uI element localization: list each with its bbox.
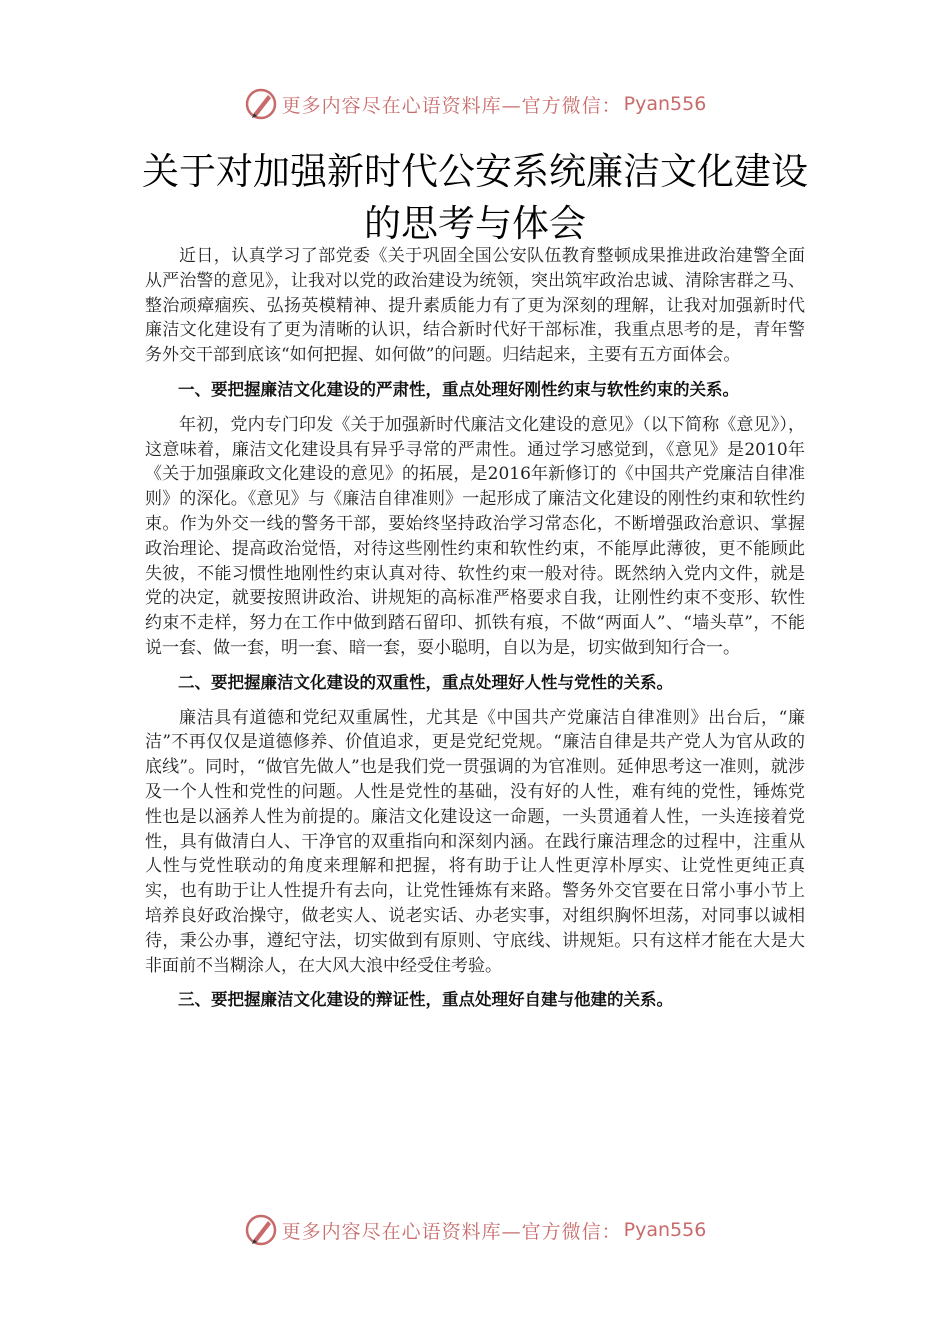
title-line-2: 的思考与体会 — [364, 202, 586, 245]
pen-logo-icon — [244, 1213, 278, 1247]
banner-text: 更多内容尽在心语资料库—官方微信： — [281, 1220, 622, 1243]
section-heading-1: 一、要把握廉洁文化建设的严肃性，重点处理好刚性约束与软性约束的关系。 — [178, 379, 739, 399]
header-banner — [0, 84, 950, 124]
section-paragraph-1: 年初，党内专门印发《关于加强新时代廉洁文化建设的意见》（以下简称《意见》），这意味着，廉洁文化建设具有异乎寻常的严肃性。通过学习感觉到，《意见》是2010年《关于加强廉政文化建设的意见》的拓展，是2016年新修订的《中国共产党廉洁自律准则》的深化。《意见》与《廉洁自律准则》一起形成了廉洁文化建设的刚性约束和软性约束。作为外交一线的警务干部，要始终坚持政治学习常态化，不断增强政治意识、掌握政治理论、提高政治觉悟，对待这些刚性约束和软性约束，不能厚此薄彼，更不能顾此失彼，不能习惯性地刚性约束认真对待、软性约束一般对待。既然纳入党内文件，就是党的决定，就要按照讲政治、讲规矩的高标准严格要求自我，让刚性约束不变形、软性约束不走样，努力在工作中做到踏石留印、抓铁有痕，不做“两面人”、“墙头草”，不能说一套、做一套，明一套、暗一套，耍小聪明，自以为是，切实做到知行合一。 — [145, 414, 805, 658]
title-line-1: 关于对加强新时代公安系统廉洁文化建设 — [142, 150, 808, 193]
banner-text: 更多内容尽在心语资料库—官方微信： — [281, 94, 622, 117]
section-heading-3: 三、要把握廉洁文化建设的辩证性，重点处理好自建与他建的关系。 — [178, 990, 673, 1010]
footer-banner — [0, 1210, 950, 1250]
intro-paragraph: 近日，认真学习了部党委《关于巩固全国公安队伍教育整顿成果推进政治建警全面从严治警的意见》，让我对以党的政治建设为统领，突出筑牢政治忠诚、清除害群之马、整治顽瘴痼疾、弘扬英模精神、提升素质能力有了更为深刻的理解，让我对加强新时代廉洁文化建设有了更为清晰的认识，结合新时代好干部标准，我重点思考的是，青年警务外交干部到底该“如何把握、如何做”的问题。归结起来，主要有五方面体会。 — [145, 246, 805, 366]
section-paragraph-2: 廉洁具有道德和党纪双重属性，尤其是《中国共产党廉洁自律准则》出台后，“廉洁”不再仅仅是道德修养、价值追求，更是党纪党规。“廉洁自律是共产党人为官从政的底线”。同时，“做官先做人”也是我们党一贯强调的为官准则。延伸思考这一准则，就涉及一个人性和党性的问题。人性是党性的基础，没有好的人性，难有纯的党性，锤炼党性也是以涵养人性为前提的。廉洁文化建设这一命题，一头贯通着人性，一头连接着党性，具有做清白人、干净官的双重指向和深刻内涵。在践行廉洁理念的过程中，注重从人性与党性联动的角度来理解和把握，将有助于让人性更淳朴厚实、让党性更纯正真实，也有助于让人性提升有去向，让党性锤炼有来路。警务外交官要在日常小事小节上培养良好政治操守，做老实人、说老实话、办老实事，对组织胸怀坦荡，对同事以诚相待，秉公办事，遵纪守法，切实做到有原则、守底线、讲规矩。只有这样才能在大是大非面前不当糊涂人，在大风大浪中经受住考验。 — [145, 707, 805, 976]
pen-logo-icon — [244, 87, 278, 121]
section-heading-2: 二、要把握廉洁文化建设的双重性，重点处理好人性与党性的关系。 — [178, 672, 673, 692]
banner-wechat-id: Pyan556 — [623, 1219, 707, 1241]
banner-wechat-id: Pyan556 — [623, 93, 707, 115]
page-title — [0, 146, 950, 250]
document-body — [145, 244, 805, 1023]
